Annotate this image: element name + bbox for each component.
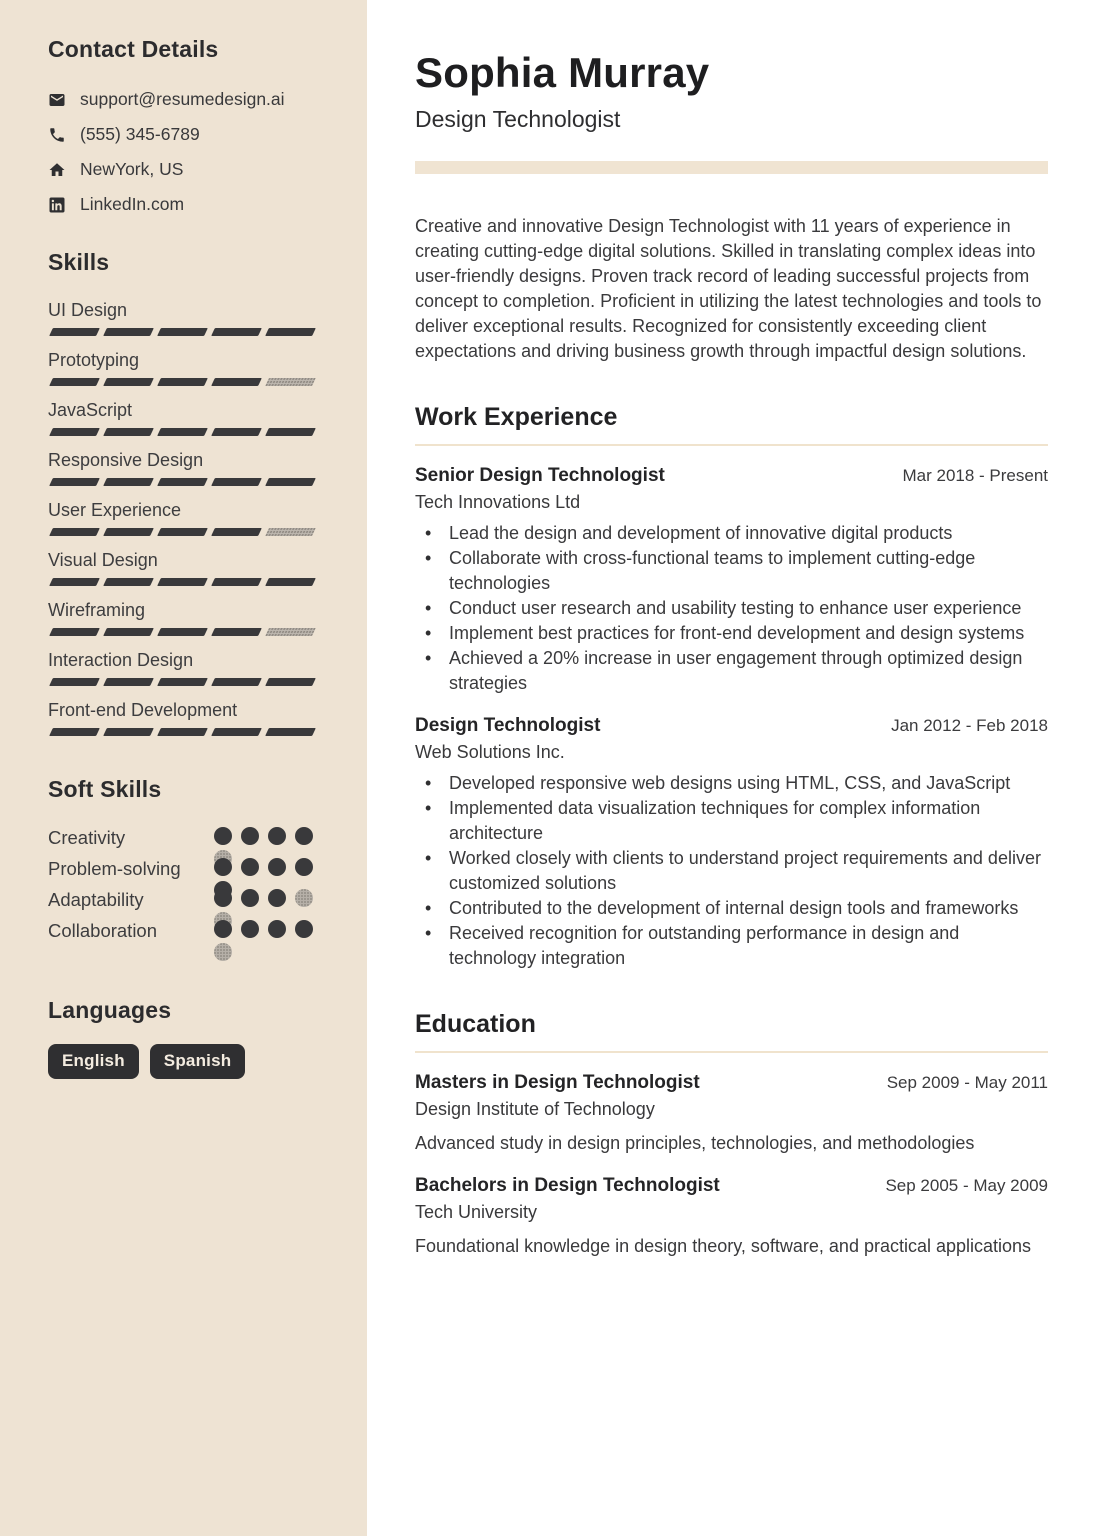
job-bullet: • Received recognition for outstanding performance in design and technology integration xyxy=(415,921,1048,971)
skill-name: Wireframing xyxy=(48,600,146,620)
section-divider xyxy=(415,444,1048,446)
skill-bar-segment xyxy=(211,478,262,486)
skill-level-bar xyxy=(48,378,319,386)
skill-bar-segment xyxy=(265,528,316,536)
soft-skill-dots xyxy=(214,827,319,858)
education-header xyxy=(415,1071,1048,1095)
soft-skill-dot xyxy=(214,858,232,876)
skill-bar-segment xyxy=(103,378,154,386)
soft-skills-heading: Soft Skills xyxy=(48,776,162,802)
job-bullet: • Conduct user research and usability testing to enhance user experience xyxy=(415,596,1048,621)
soft-skill-dot xyxy=(268,827,286,845)
skill-level-bar xyxy=(48,678,319,686)
soft-skill-dot xyxy=(241,920,259,938)
soft-skill-item xyxy=(48,827,319,858)
education-list xyxy=(415,1071,1048,1259)
skill-bar-segment xyxy=(49,578,100,586)
education-description: Advanced study in design principles, technologies, and methodologies xyxy=(415,1133,975,1153)
job-dates: Mar 2018 - Present xyxy=(902,466,1048,485)
soft-skills-section xyxy=(48,776,319,951)
skill-item xyxy=(48,648,319,686)
job-header xyxy=(415,714,1048,738)
soft-skill-dot xyxy=(295,889,313,907)
skill-bar-segment xyxy=(157,328,208,336)
soft-skill-dot xyxy=(241,889,259,907)
job-entry xyxy=(415,714,1048,971)
soft-skill-dots xyxy=(214,858,319,889)
header-accent-bar xyxy=(415,161,1048,174)
job-bullet-list xyxy=(415,521,1048,696)
soft-skill-dot xyxy=(241,827,259,845)
contact-item-text: (555) 345-6789 xyxy=(80,124,200,144)
job-bullet: • Collaborate with cross-functional teams to implement cutting-edge technologies xyxy=(415,546,1048,596)
job-dates: Jan 2012 - Feb 2018 xyxy=(891,716,1048,735)
skill-bar-segment xyxy=(103,628,154,636)
skill-bar-segment xyxy=(49,728,100,736)
skill-bar-segment xyxy=(157,478,208,486)
education-header xyxy=(415,1174,1048,1198)
skill-bar-segment xyxy=(103,478,154,486)
education-school: Design Institute of Technology xyxy=(415,1099,655,1119)
job-bullet-list xyxy=(415,771,1048,971)
skills-heading: Skills xyxy=(48,249,110,275)
soft-skill-list xyxy=(48,827,319,951)
language-pill: English xyxy=(48,1044,139,1079)
contact-heading: Contact Details xyxy=(48,36,219,62)
job-bullet: • Developed responsive web designs using HTML, CSS, and JavaScript xyxy=(415,771,1048,796)
contact-section xyxy=(48,36,319,215)
skill-bar-segment xyxy=(265,378,316,386)
job-entry xyxy=(415,464,1048,696)
skill-bar-segment xyxy=(211,728,262,736)
contact-item xyxy=(48,124,319,145)
home-icon xyxy=(48,161,66,179)
job-company: Tech Innovations Ltd xyxy=(415,492,581,512)
skill-bar-segment xyxy=(49,478,100,486)
job-header xyxy=(415,464,1048,488)
skill-bar-segment xyxy=(49,378,100,386)
job-title: Senior Design Technologist xyxy=(415,465,665,486)
contact-item-text: support@resumedesign.ai xyxy=(80,89,285,109)
skill-bar-segment xyxy=(49,528,100,536)
soft-skill-dot xyxy=(268,920,286,938)
soft-skill-dot xyxy=(241,858,259,876)
skill-bar-segment xyxy=(49,428,100,436)
skill-bar-segment xyxy=(49,328,100,336)
soft-skill-dot xyxy=(214,889,232,907)
education-degree: Bachelors in Design Technologist xyxy=(415,1175,720,1196)
skill-bar-segment xyxy=(103,428,154,436)
skill-bar-segment xyxy=(103,678,154,686)
skill-bar-segment xyxy=(265,428,316,436)
languages-section xyxy=(48,997,319,1079)
skill-level-bar xyxy=(48,478,319,486)
skill-bar-segment xyxy=(211,378,262,386)
job-bullet: • Lead the design and development of innovative digital products xyxy=(415,521,1048,546)
contact-item xyxy=(48,159,319,180)
summary-paragraph: Creative and innovative Design Technologist with 11 years of experience in creating cutting-edge digital solutions. Skilled in translating complex ideas into user-friendly designs. Proven track record of leading successful projects from concept to completion. Proficient in utilizing the latest technologies and tools to deliver exceptional results. Recognized for consistently exceeding client expectations and driving business growth through impactful design solutions. xyxy=(415,216,1042,361)
education-dates: Sep 2009 - May 2011 xyxy=(886,1073,1048,1092)
work-experience-section xyxy=(415,402,1048,971)
skill-bar-segment xyxy=(265,628,316,636)
section-divider xyxy=(415,1051,1048,1053)
soft-skill-dot xyxy=(268,858,286,876)
skill-bar-segment xyxy=(103,578,154,586)
language-pill: Spanish xyxy=(150,1044,246,1079)
education-dates: Sep 2005 - May 2009 xyxy=(885,1176,1048,1195)
skill-name: Visual Design xyxy=(48,550,158,570)
sidebar xyxy=(0,0,367,1536)
phone-icon xyxy=(48,126,66,144)
skill-bar-segment xyxy=(211,628,262,636)
work-experience-heading: Work Experience xyxy=(415,403,618,431)
contact-item xyxy=(48,194,319,215)
job-title: Design Technologist xyxy=(415,715,601,736)
soft-skill-item xyxy=(48,858,319,889)
soft-skill-dots xyxy=(214,889,319,920)
skill-bar-segment xyxy=(157,528,208,536)
skill-name: Interaction Design xyxy=(48,650,194,670)
skill-bar-segment xyxy=(211,428,262,436)
skill-bar-segment xyxy=(211,678,262,686)
skill-bar-segment xyxy=(157,728,208,736)
education-school: Tech University xyxy=(415,1202,538,1222)
skill-name: UI Design xyxy=(48,300,128,320)
soft-skill-item xyxy=(48,920,319,951)
person-name: Sophia Murray xyxy=(415,49,710,96)
skill-bar-segment xyxy=(49,628,100,636)
skill-level-bar xyxy=(48,728,319,736)
skill-name: Prototyping xyxy=(48,350,140,370)
soft-skill-dots xyxy=(214,920,319,951)
soft-skill-dot xyxy=(295,827,313,845)
soft-skill-dot xyxy=(214,943,232,961)
soft-skill-dot xyxy=(268,889,286,907)
soft-skill-name: Adaptability xyxy=(48,889,144,910)
job-bullet: • Worked closely with clients to understand project requirements and deliver customized solutions xyxy=(415,846,1048,896)
language-pill-list xyxy=(48,1044,319,1079)
contact-item-text: NewYork, US xyxy=(80,159,184,179)
skill-bar-segment xyxy=(157,678,208,686)
skill-level-bar xyxy=(48,528,319,536)
soft-skill-dot xyxy=(295,920,313,938)
job-bullet: • Implement best practices for front-end development and design systems xyxy=(415,621,1048,646)
soft-skill-dot xyxy=(295,858,313,876)
skill-bar-segment xyxy=(103,528,154,536)
skill-bar-segment xyxy=(211,328,262,336)
skill-bar-segment xyxy=(49,678,100,686)
soft-skill-name: Collaboration xyxy=(48,920,158,941)
skill-bar-segment xyxy=(157,378,208,386)
skill-item xyxy=(48,298,319,336)
skill-item xyxy=(48,348,319,386)
linkedin-icon xyxy=(48,196,66,214)
skill-bar-segment xyxy=(103,728,154,736)
skill-item xyxy=(48,698,319,736)
skill-bar-segment xyxy=(265,728,316,736)
contact-list xyxy=(48,89,319,215)
skill-name: Responsive Design xyxy=(48,450,204,470)
skill-list xyxy=(48,298,319,736)
main-content xyxy=(415,0,1048,1259)
skill-name: JavaScript xyxy=(48,400,133,420)
skill-bar-segment xyxy=(211,528,262,536)
skill-name: User Experience xyxy=(48,500,182,520)
contact-item xyxy=(48,89,319,110)
skill-item xyxy=(48,398,319,436)
skill-bar-segment xyxy=(265,678,316,686)
education-entry xyxy=(415,1174,1048,1259)
skill-bar-segment xyxy=(157,628,208,636)
skills-section xyxy=(48,249,319,736)
languages-heading: Languages xyxy=(48,997,172,1023)
skill-level-bar xyxy=(48,578,319,586)
education-heading: Education xyxy=(415,1010,536,1038)
job-bullet: • Implemented data visualization techniques for complex information architecture xyxy=(415,796,1048,846)
education-description: Foundational knowledge in design theory, software, and practical applications xyxy=(415,1236,1032,1256)
education-degree: Masters in Design Technologist xyxy=(415,1072,700,1093)
skill-bar-segment xyxy=(265,328,316,336)
soft-skill-dot xyxy=(214,920,232,938)
email-icon xyxy=(48,91,66,109)
soft-skill-dot xyxy=(214,827,232,845)
skill-bar-segment xyxy=(265,478,316,486)
skill-level-bar xyxy=(48,328,319,336)
soft-skill-name: Problem-solving xyxy=(48,858,181,879)
job-bullet: • Contributed to the development of internal design tools and frameworks xyxy=(415,896,1048,921)
soft-skill-item xyxy=(48,889,319,920)
skill-bar-segment xyxy=(211,578,262,586)
skill-item xyxy=(48,548,319,586)
skill-level-bar xyxy=(48,428,319,436)
education-section xyxy=(415,1009,1048,1259)
skill-bar-segment xyxy=(157,428,208,436)
soft-skill-name: Creativity xyxy=(48,827,126,848)
education-entry xyxy=(415,1071,1048,1156)
skill-item xyxy=(48,448,319,486)
skill-bar-segment xyxy=(265,578,316,586)
skill-item xyxy=(48,598,319,636)
contact-item-text: LinkedIn.com xyxy=(80,194,185,214)
skill-level-bar xyxy=(48,628,319,636)
skill-item xyxy=(48,498,319,536)
job-company: Web Solutions Inc. xyxy=(415,742,565,762)
job-list xyxy=(415,464,1048,971)
skill-name: Front-end Development xyxy=(48,700,238,720)
person-title: Design Technologist xyxy=(415,106,621,132)
skill-bar-segment xyxy=(103,328,154,336)
job-bullet: • Achieved a 20% increase in user engagement through optimized design strategies xyxy=(415,646,1048,696)
skill-bar-segment xyxy=(157,578,208,586)
